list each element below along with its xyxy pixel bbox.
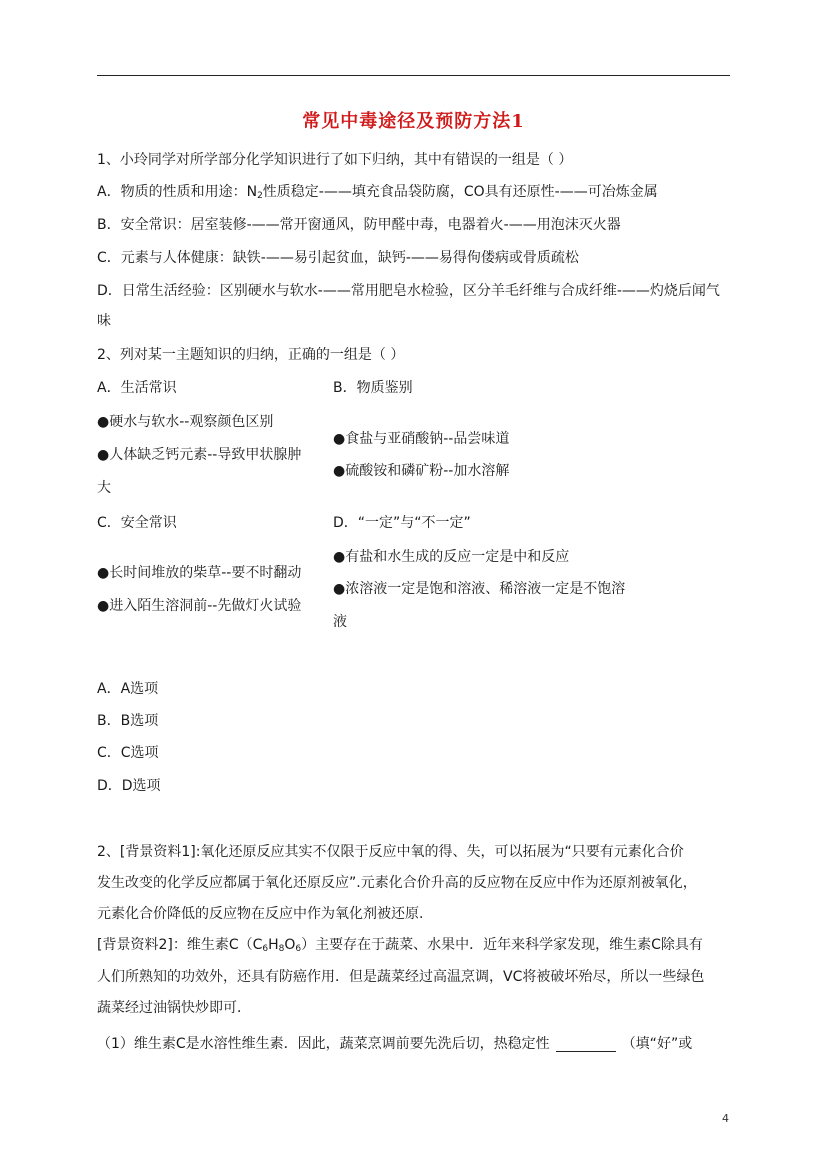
q2-c-heading: C．安全常识 [97, 515, 177, 531]
q2-c-item-2: ●进入陌生溶洞前--先做灯火试验 [97, 598, 302, 614]
q2-a-heading: A．生活常识 [97, 380, 177, 396]
q2-choice-b: B．B选项 [97, 713, 159, 729]
page-title: 常见中毒途径及预防方法1 [302, 111, 525, 132]
q3-background-2-line-2: 人们所熟知的功效外，还具有防癌作用．但是蔬菜经过高温烹调，VC将被破坏殆尽，所以一些绿色 [97, 969, 705, 985]
page-number: 4 [722, 1112, 729, 1125]
q2-a-item-2-cont: 大 [97, 480, 111, 496]
q1-stem: 1、小玲同学对所学部分化学知识进行了如下归纳，其中有错误的一组是（ ） [97, 152, 573, 168]
q2-choice-c: C．C选项 [97, 745, 159, 761]
q2-choice-d: D．D选项 [97, 778, 161, 794]
q2-d-item-2: ●浓溶液一定是饱和溶液、稀溶液一定是不饱溶 [333, 581, 626, 597]
q2-d-heading: D．“一定”与“不一定” [333, 515, 471, 531]
q2-b-item-2: ●硫酸铵和磷矿粉--加水溶解 [333, 463, 510, 479]
q1-option-b: B．安全常识：居室装修-——常开窗通风，防甲醛中毒，电器着火-——用泡沫灭火器 [97, 217, 621, 233]
q2-d-item-1: ●有盐和水生成的反应一定是中和反应 [333, 549, 570, 565]
answer-blank[interactable] [556, 1037, 616, 1052]
q3-background-2-line-3: 蔬菜经过油锅快炒即可． [97, 1000, 251, 1016]
q3-sub-question-1: （1）维生素C是水溶性维生素．因此，蔬菜烹调前要先洗后切，热稳定性 （填“好”或 [97, 1036, 693, 1052]
q1-option-d-cont: 味 [97, 313, 111, 329]
q1-option-d: D．日常生活经验：区别硬水与软水-——常用肥皂水检验，区分羊毛纤维与合成纤维-——灼烧后闻气 [97, 283, 720, 299]
q1-option-c: C．元素与人体健康：缺铁-——易引起贫血，缺钙-——易得佝偻病或骨质疏松 [97, 250, 579, 266]
q2-b-heading: B．物质鉴别 [333, 380, 413, 396]
q2-stem: 2、列对某一主题知识的归纳，正确的一组是（ ） [97, 347, 405, 363]
q2-c-item-1: ●长时间堆放的柴草--要不时翻动 [97, 565, 302, 581]
q3-background-2-line-1: [背景资料2]：维生素$C(C_6H_8O_6)$主要存在于蔬菜、水果中．近年来科学家发现，维生素C除具有 [97, 937, 703, 954]
q3-background-1-line-2: 发生改变的化学反应都属于氧化还原反应”.元素化合价升高的反应物在反应中作为还原剂被氧化， [97, 875, 697, 891]
header-rule [97, 75, 730, 76]
q2-a-item-2: ●人体缺乏钙元素--导致甲状腺肿 [97, 447, 302, 463]
q3-background-1-line-1: 2、[背景资料1]:氧化还原反应其实不仅限于反应中氧的得、失，可以拓展为“只要有元素化合价 [97, 844, 684, 860]
q1-option-a: A．物质的性质和用途：$N_2$性质稳定-——填充食品袋防腐，CO具有还原性-——可冶炼金属 [97, 184, 658, 201]
q3-background-1-line-3: 元素化合价降低的反应物在反应中作为氧化剂被还原. [97, 906, 424, 922]
q2-choice-a: A．A选项 [97, 681, 159, 697]
q2-b-item-1: ●食盐与亚硝酸钠--品尝味道 [333, 431, 510, 447]
q2-d-item-2-cont: 液 [333, 614, 347, 630]
q2-a-item-1: ●硬水与软水--观察颜色区别 [97, 414, 274, 430]
